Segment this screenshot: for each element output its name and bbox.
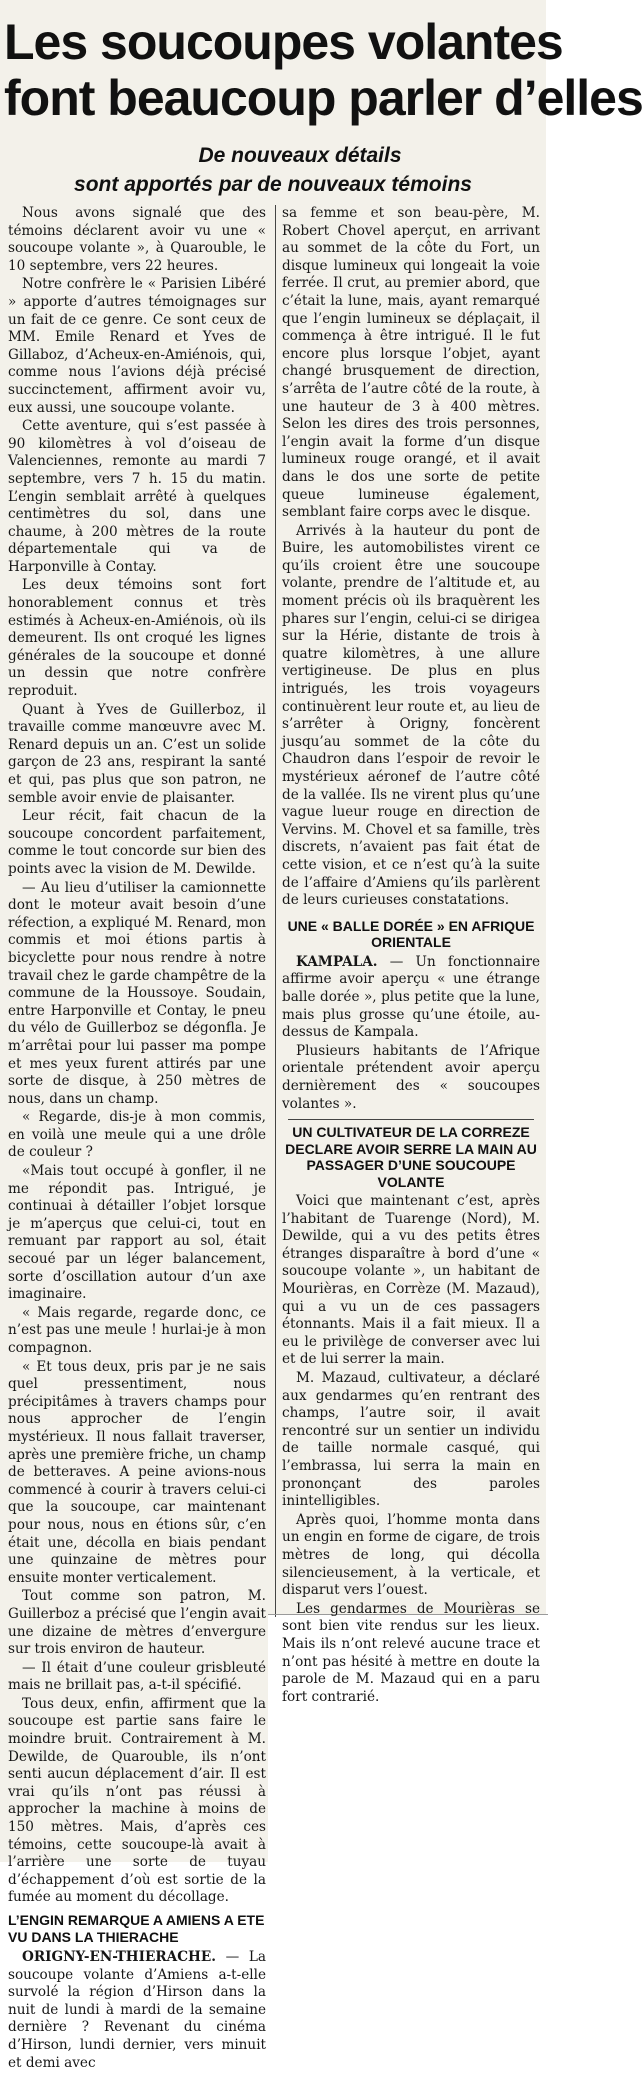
subheadline-line-1: De nouveaux détails (198, 144, 402, 167)
headline-line-2: font beaucoup parler d’elles (4, 70, 643, 126)
amiens-first-text: — La soucoupe volante d’Amiens a-t-elle survolé la région d’Hirson dans la nuit de lundi à mardi de la semaine dernière ? Revenant du cinéma d’Hirson, lundi dernier, vers minuit et demi avec (8, 1949, 266, 2071)
amiens-paragraph: Arrivés à la hauteur du pont de Buire, les automobilistes virent ce qu’ils croient être une soucoupe volante, prendre de l’altitude et, au moment précis où ils braquèrent les phares sur l’engin, celui-ci se dirigea sur la Hérie, distante de trois à quatre kilomètres, à une allure vertigineuse. De plus en plus intrigués, les trois voyageurs continuèrent leur route et, au lieu de s’arrêter à Origny, foncèrent jusqu’au sommet de la côte du Chaudron dans l’espoir de revoir le mystérieux aéronef de l’autre côté de la vallée. Ils ne virent plus qu’une vague lueur rouge en direction de Vervins. M. Chovel et sa famille, très discrets, n’avaient pas fait état de cette vision, et ce n’est qu’à la suite de l’affaire d’Amiens qu’ils parlèrent de leurs curieuses constatations. (282, 522, 540, 909)
balle-first-text: — Un fonctionnaire affirme avoir aperçu « une étrange balle dorée », plus petite que la lune, mais plus grosse qu’une étoile, au-dessus de Kampala. (282, 953, 541, 1041)
correze-paragraph: Après quoi, l’homme monta dans un engin en forme de cigare, de trois mètres de long, qui décolla silencieusement, à la verticale, et disparut vers l’ouest. (282, 1511, 540, 1599)
body-paragraph: «Mais tout occupé à gonfler, il ne me répondit pas. Intrigué, je continuai à détailler l’objet lorsque je m’aperçus que celui-ci, tout en remuant par rapport au sol, était secoué par un léger balancement, sorte d’oscillation autour d’un axe imaginaire. (8, 1163, 266, 1303)
balle-dateline: KAMPALA. (296, 953, 378, 970)
amiens-first-paragraph (8, 1949, 266, 2072)
amiens-heading: L’ENGIN REMARQUE A AMIENS A ETE VU DANS LA THIERACHE (8, 1912, 265, 1945)
body-paragraph: — Il était d’une couleur grisbleuté mais ne brillait pas, a-t-il spécifié. (8, 1659, 266, 1694)
body-paragraph: Tous deux, enfin, affirment que la soucoupe est partie sans faire le moindre bruit. Contrairement à M. Dewilde, de Quarouble, ils n’ont senti aucun déplacement d’air. Il est vrai qu’ils n’ont pas réussi à approcher la machine à moins de 150 mètres. Mais, d’après ces témoins, cette soucoupe-là avait à l’arrière une sorte de tuyau d’échappement d’où est sortie de la fumée au moment du décollage. (8, 1695, 266, 1906)
headline-line-1: Les soucoupes volantes (4, 14, 563, 70)
column-divider (275, 205, 276, 1617)
body-paragraph: Les deux témoins sont fort honorablement connus et très estimés à Acheux-en-Amiénois, où ils demeurent. Ils ont croqué les lignes générales de la soucoupe et donné un dessin que notre confrère reproduit. (8, 577, 266, 700)
amiens-dateline: ORIGNY-EN-THIERACHE. (22, 1949, 216, 1965)
balle-first-paragraph (282, 954, 540, 1042)
section-rule (288, 1119, 534, 1120)
body-paragraph: — Au lieu d’utiliser la camionnette dont le moteur avait besoin d’une réfection, a expliqué M. Renard, mon commis et moi étions partis à bicyclette pour nous rendre à notre travail chez le garde champêtre de la commune de la Houssoye. Soudain, entre Harponville et Contay, le pneu du vélo de Guillerboz se dégonfla. Je m’arrêtai pour lui passer ma pompe et mes yeux furent attirés par une sorte de disque, à 250 mètres de nous, dans un champ. (8, 879, 266, 1107)
subheadline-line-2: sont apportés par de nouveaux témoins (74, 173, 472, 196)
correze-paragraph: Les gendarmes de Mourièras se sont bien vite rendus sur les lieux. Mais ils n’ont relevé aucune trace et n’ont pas hésité à mettre en doute la parole de M. Mazaud qui en a paru fort contrarié. (282, 1600, 540, 1705)
column-left (8, 205, 266, 2073)
body-paragraph: Notre confrère le « Parisien Libéré » apporte d’autres témoignages sur un fait de ce genre. Ce sont ceux de MM. Emile Renard et Yves de Gillaboz, d’Acheux-en-Amiénois, qui, comme nous l’avions déjà précisé succinctement, affirment avoir vu, eux aussi, une soucoupe volante. (8, 276, 266, 416)
correze-paragraph: M. Mazaud, cultivateur, a déclaré aux gendarmes qu’en rentrant des champs, l’autre soir, il avait rencontré sur un sentier un individu de taille normale casqué, qui l’embrassa, lui serra la main en prononçant des paroles inintelligibles. (282, 1370, 540, 1510)
body-paragraph: Tout comme son patron, M. Guillerboz a précisé que l’engin avait une dizaine de mètres d’envergure sur trois environ de hauteur. (8, 1588, 266, 1658)
body-paragraph: « Et tous deux, pris par je ne sais quel pressentiment, nous précipitâmes à travers champs pour nous approcher de l’engin mystérieux. Il nous fallait traverser, après une première friche, un champ de betteraves. A peine avions-nous commencé à courir à travers celui-ci que la soucoupe, car maintenant pour nous, nous en étions sûr, c’en était une, décolla en biais pendant une quinzaine de mètres pour ensuite monter verticalement. (8, 1358, 266, 1586)
body-paragraph: Cette aventure, qui s’est passée à 90 kilomètres à vol d’oiseau de Valenciennes, remonte au mardi 7 septembre, vers 7 h. 15 du matin. L’engin semblait arrêté à quelques centimètres du sol, dans une chaume, à 200 mètres de la route départementale qui va de Harponville à Contay. (8, 418, 266, 575)
body-paragraph: Quant à Yves de Guillerboz, il travaille comme manœuvre avec M. Renard depuis un an. C’est un solide garçon de 23 ans, respirant la santé et qui, pas plus que son patron, ne semble avoir envie de plaisanter. (8, 701, 266, 806)
amiens-continuation: sa femme et son beau-père, M. Robert Chovel aperçut, en arrivant au sommet de la côte du Fort, un disque lumineux qui longeait la voie ferrée. Il crut, au premier abord, que c’était la lune, mais, ayant remarqué que l’engin lumineux se déplaçait, il commença à être intrigué. Il le fut encore plus lorsque l’objet, ayant changé brusquement de direction, s’arrêta de l’autre côté de la route, à une hauteur de 3 à 400 mètres. Selon les dires des trois personnes, l’engin avait la forme d’un disque lumineux rouge orangé, et il avait dans le dos une sorte de petite queue lumineuse également, semblant faire corps avec le disque. (282, 205, 540, 521)
body-paragraph: « Mais regarde, regarde donc, ce n’est pas une meule ! hurlai-je à mon compagnon. (8, 1304, 266, 1356)
column-right (282, 205, 540, 1707)
body-paragraph: « Regarde, dis-je à mon commis, en voilà une meule qui a une drôle de couleur ? (8, 1109, 266, 1161)
body-paragraph: Leur récit, fait chacun de la soucoupe concordent parfaitement, comme le tout concorde sur bien des points avec la vision de M. Dewilde. (8, 808, 266, 877)
balle-paragraph: Plusieurs habitants de l’Afrique orientale prétendent avoir aperçu dernièrement des « soucoupes volantes ». (282, 1042, 540, 1112)
correze-heading: UN CULTIVATEUR DE LA CORREZE DECLARE AVOIR SERRE LA MAIN AU PASSAGER D’UNE SOUCOUPE VOLANTE (285, 1124, 537, 1190)
correze-paragraph: Voici que maintenant c’est, après l’habitant de Tuarenge (Nord), M. Dewilde, qui a vu des petits êtres étranges disparaître à bord d’une « soucoupe volante », un habitant de Mourièras, en Corrèze (M. Mazaud), qui a vu un de ces passagers étonnants. Mais il a fait mieux. Il a eu le privilège de converser avec lui et de lui serrer la main. (282, 1193, 540, 1368)
body-paragraph: Nous avons signalé que des témoins déclarent avoir vu une « soucoupe volante », à Quarouble, le 10 septembre, vers 22 heures. (8, 205, 266, 274)
balle-heading: UNE « BALLE DORÉE » EN AFRIQUE ORIENTALE (287, 917, 535, 951)
